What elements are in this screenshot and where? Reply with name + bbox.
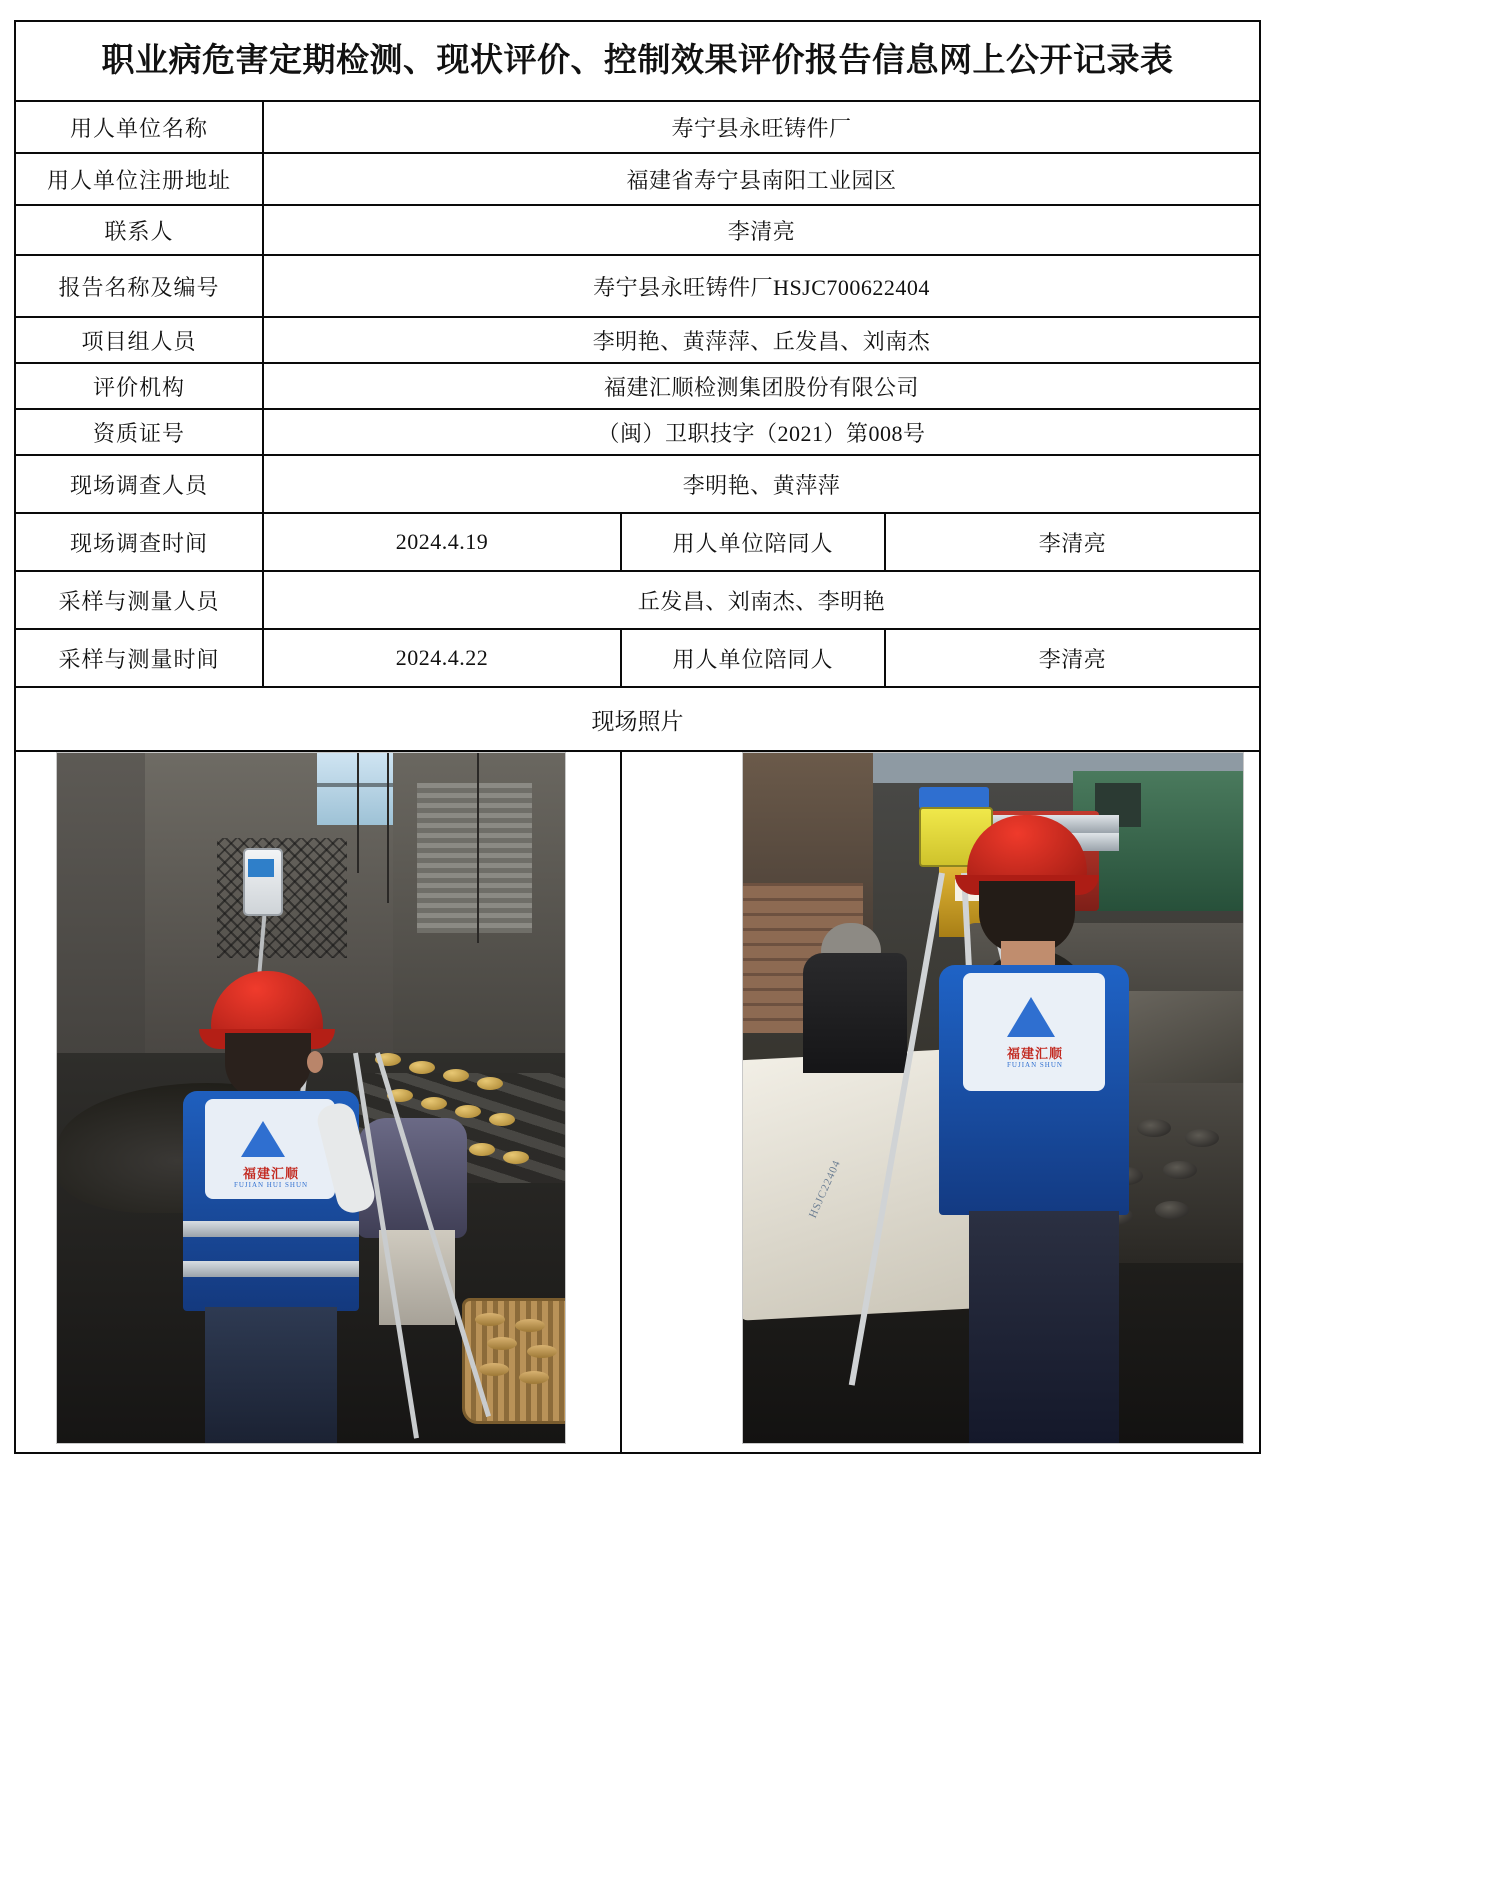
table-row xyxy=(15,153,1260,205)
photo-wrap-right xyxy=(622,752,1259,1452)
row-value-employer-address: 福建省寿宁县南阳工业园区 xyxy=(263,153,1260,205)
worker-pants xyxy=(205,1307,337,1443)
row-label-project-team: 项目组人员 xyxy=(15,317,263,363)
row-value-survey-time: 2024.4.19 xyxy=(263,513,621,571)
worker-head xyxy=(225,1033,311,1099)
row-value-sampling-escort: 李清亮 xyxy=(885,629,1260,687)
row-label-employer-address: 用人单位注册地址 xyxy=(15,153,263,205)
photo-bamboo-basket xyxy=(462,1298,566,1424)
photo-basket-item xyxy=(475,1313,505,1326)
photo-casting-piece xyxy=(443,1069,469,1082)
vest-reflective-stripe xyxy=(183,1261,359,1277)
table-row xyxy=(15,409,1260,455)
table-row xyxy=(15,317,1260,363)
row-value-sampling-staff: 丘发昌、刘南杰、李明艳 xyxy=(263,571,1260,629)
photo-casting-piece xyxy=(421,1097,447,1110)
row-value-employer-name: 寿宁县永旺铸件厂 xyxy=(263,101,1260,153)
photo-casting-piece xyxy=(489,1113,515,1126)
site-photo-right xyxy=(742,752,1244,1444)
table-row-photos-header xyxy=(15,687,1260,751)
table-title-row xyxy=(15,21,1260,101)
public-disclosure-record-table xyxy=(14,20,1261,1454)
table-row-photos xyxy=(15,751,1260,1453)
table-row xyxy=(15,455,1260,513)
site-photo-left xyxy=(56,752,566,1444)
row-value-report-name-number: 寿宁县永旺铸件厂HSJC700622404 xyxy=(263,255,1260,317)
photo-cell-right xyxy=(621,751,1260,1453)
company-logo-icon xyxy=(241,1121,285,1157)
row-label-site-survey-staff: 现场调查人员 xyxy=(15,455,263,513)
row-label-report-name-number: 报告名称及编号 xyxy=(15,255,263,317)
photo-basket-item xyxy=(515,1319,545,1332)
photo-basket-item xyxy=(527,1345,557,1358)
sampling-device-screen xyxy=(248,859,274,877)
row-value-sampling-time: 2024.4.22 xyxy=(263,629,621,687)
photo-rope xyxy=(357,753,359,873)
photo-metal-part xyxy=(1185,1129,1219,1147)
row-value-assessment-agency: 福建汇顺检测集团股份有限公司 xyxy=(263,363,1260,409)
table-row xyxy=(15,363,1260,409)
row-label-survey-time: 现场调查时间 xyxy=(15,513,263,571)
photo-wrap-left xyxy=(16,752,620,1452)
photo-casting-piece xyxy=(455,1105,481,1118)
vest-logo-subtext: FUJIAN SHUN xyxy=(1007,1061,1063,1069)
row-label-survey-escort: 用人单位陪同人 xyxy=(621,513,885,571)
photo-casting-piece xyxy=(477,1077,503,1090)
company-logo-icon xyxy=(1007,997,1055,1037)
vest-logo-text: 福建汇顺 xyxy=(1006,1046,1063,1061)
photo-rope xyxy=(477,753,479,943)
photo-person-body xyxy=(803,953,907,1073)
vest-reflective-stripe xyxy=(183,1221,359,1237)
photo-cell-left xyxy=(15,751,621,1453)
row-value-site-survey-staff: 李明艳、黄萍萍 xyxy=(263,455,1260,513)
row-label-assessment-agency: 评价机构 xyxy=(15,363,263,409)
document-page xyxy=(0,20,1502,1886)
photo-basket-item xyxy=(519,1371,549,1384)
photo-basket-item xyxy=(479,1363,509,1376)
photo-inspector-figure xyxy=(929,815,1139,1443)
photo-metal-part xyxy=(1163,1161,1197,1179)
photo-casting-piece xyxy=(503,1151,529,1164)
photo-person-cap xyxy=(821,923,881,957)
photos-section-header: 现场照片 xyxy=(15,687,1260,751)
row-label-contact-person: 联系人 xyxy=(15,205,263,255)
row-value-survey-escort: 李清亮 xyxy=(885,513,1260,571)
photo-casting-piece xyxy=(409,1061,435,1074)
photo-basket-item xyxy=(487,1337,517,1350)
photo-metal-part xyxy=(1155,1201,1189,1219)
row-value-project-team: 李明艳、黄萍萍、丘发昌、刘南杰 xyxy=(263,317,1260,363)
photo-metal-part xyxy=(1137,1119,1171,1137)
worker-pants xyxy=(969,1211,1119,1444)
photo-bag-text: HSJC22404 xyxy=(806,1158,844,1220)
photo-background-person xyxy=(803,923,913,1073)
table-row-sampling-staff xyxy=(15,571,1260,629)
photo-shutter xyxy=(417,783,532,933)
title-cell xyxy=(15,21,1260,101)
row-value-contact-person: 李清亮 xyxy=(263,205,1260,255)
photo-second-person xyxy=(357,1118,477,1318)
worker-ear xyxy=(307,1051,323,1073)
row-label-employer-name: 用人单位名称 xyxy=(15,101,263,153)
row-label-qualification-number: 资质证号 xyxy=(15,409,263,455)
vest-logo-text: 福建汇顺 xyxy=(242,1166,299,1181)
vest-logo-subtext: FUJIAN HUI SHUN xyxy=(233,1181,309,1189)
table-row-sampling-time xyxy=(15,629,1260,687)
row-label-sampling-escort: 用人单位陪同人 xyxy=(621,629,885,687)
row-label-sampling-staff: 采样与测量人员 xyxy=(15,571,263,629)
row-label-sampling-time: 采样与测量时间 xyxy=(15,629,263,687)
page-title: 职业病危害定期检测、现状评价、控制效果评价报告信息网上公开记录表 xyxy=(101,42,1174,79)
table-row-survey-time xyxy=(15,513,1260,571)
measurement-instrument-top xyxy=(919,787,989,809)
photo-inspector-figure xyxy=(175,971,365,1443)
photo-rope xyxy=(387,753,389,903)
table-row xyxy=(15,101,1260,153)
table-row xyxy=(15,205,1260,255)
row-value-qualification-number: （闽）卫职技字（2021）第008号 xyxy=(263,409,1260,455)
table-row xyxy=(15,255,1260,317)
